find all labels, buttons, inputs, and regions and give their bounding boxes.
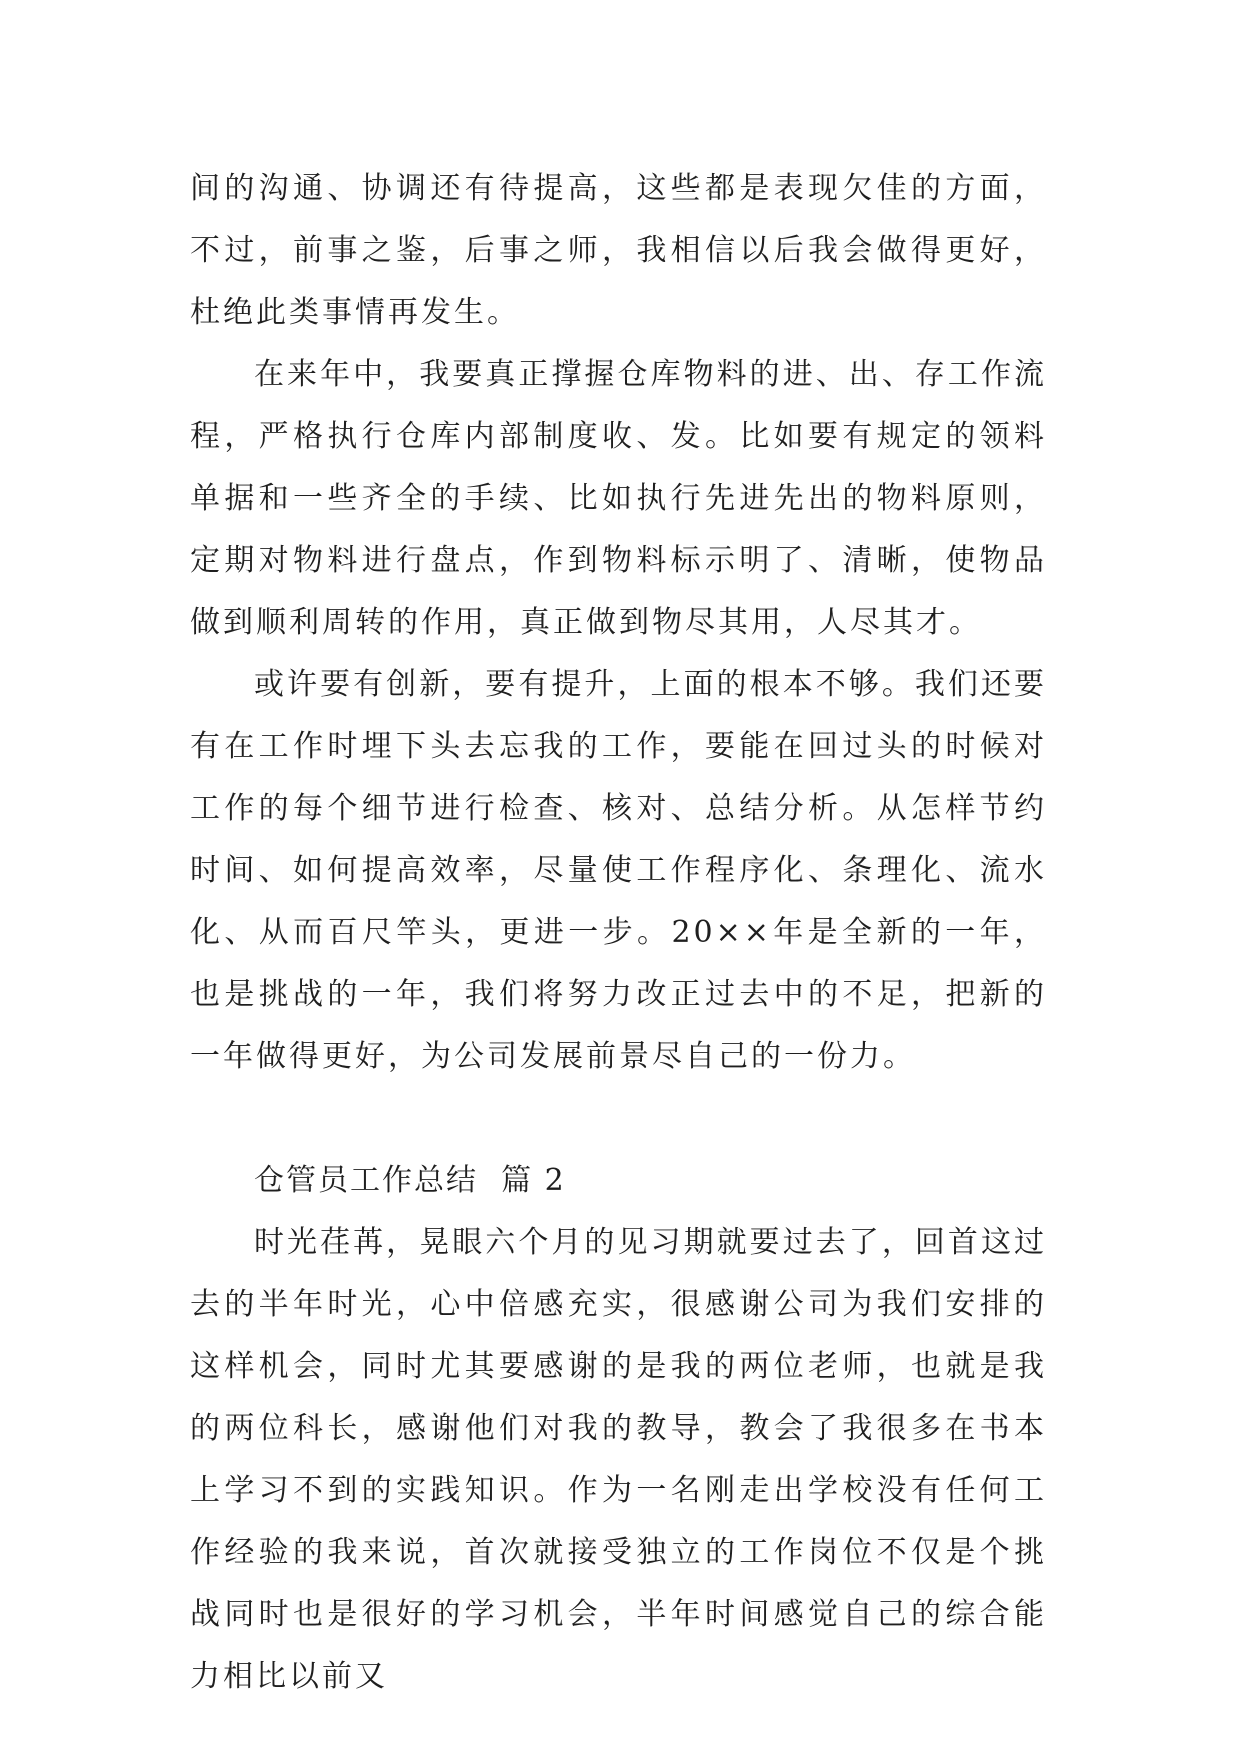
document-body	[190, 158, 1047, 1708]
paragraph-next-year-plan: 在来年中，我要真正撑握仓库物料的进、出、存工作流程，严格执行仓库内部制度收、发。比如要有规定的领料单据和一些齐全的手续、比如执行先进先出的物料原则，定期对物料进行盘点，作到物料标示明了、清晰，使物品做到顺利周转的作用，真正做到物尽其用，人尽其才。	[190, 357, 1047, 640]
section-heading: 仓管员工作总结 篇 2	[254, 1163, 566, 1198]
paragraph-continuation: 间的沟通、协调还有待提高，这些都是表现欠佳的方面，不过，前事之鉴，后事之师，我相信以后我会做得更好，杜绝此类事情再发生。	[190, 171, 1047, 330]
paragraph-innovation: 或许要有创新，要有提升，上面的根本不够。我们还要有在工作时埋下头去忘我的工作，要能在回过头的时候对工作的每个细节进行检查、核对、总结分析。从怎样节约时间、如何提高效率，尽量使工作程序化、条理化、流水化、从而百尺竿头，更进一步。20××年是全新的一年，也是挑战的一年，我们将努力改正过去中的不足，把新的一年做得更好，为公司发展前景尽自己的一份力。	[190, 667, 1047, 1074]
section-spacer	[190, 1088, 1047, 1150]
paragraph-section2-intro: 时光荏苒，晃眼六个月的见习期就要过去了，回首这过去的半年时光，心中倍感充实，很感谢公司为我们安排的这样机会，同时尤其要感谢的是我的两位老师，也就是我的两位科长，感谢他们对我的教导，教会了我很多在书本上学习不到的实践知识。作为一名刚走出学校没有任何工作经验的我来说，首次就接受独立的工作岗位不仅是个挑战同时也是很好的学习机会，半年时间感觉自己的综合能力相比以前又	[190, 1225, 1047, 1694]
